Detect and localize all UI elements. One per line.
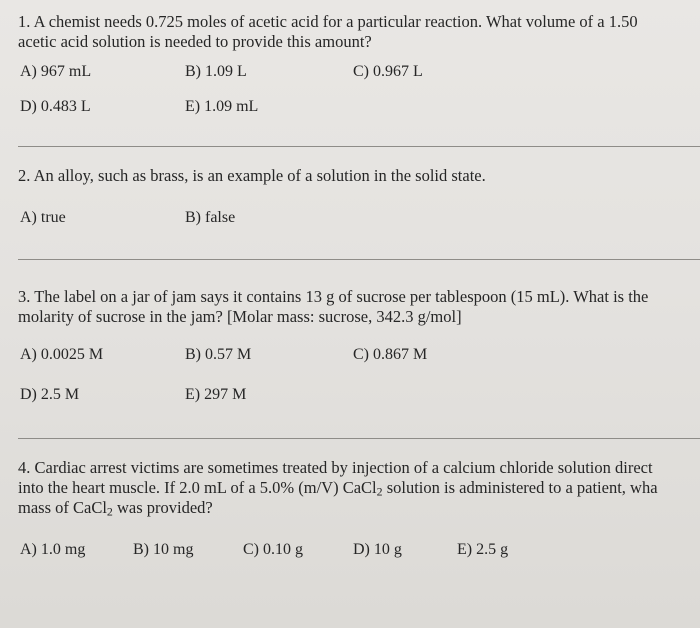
question-1-line-2: acetic acid solution is needed to provide this amount? [18,32,372,51]
question-4-option-d[interactable]: D) 10 g [353,541,402,558]
question-1-stem [18,12,700,52]
question-1-option-d[interactable]: D) 0.483 L [20,98,91,115]
question-4 [18,458,700,518]
divider-1 [18,146,700,147]
question-4-line-2: into the heart muscle. If 2.0 mL of a 5.0% (m/V) CaCl$_2$ solution is administered to a patient, wha [18,478,658,499]
question-4-option-e[interactable]: E) 2.5 g [457,541,509,558]
question-1-option-a[interactable]: A) 967 mL [20,63,92,80]
question-3-line-1: 3. The label on a jar of jam says it contains 13 g of sucrose per tablespoon (15 mL). What is the [18,287,649,306]
divider-2 [18,259,700,260]
question-2-line-1: 2. An alloy, such as brass, is an example of a solution in the solid state. [18,166,486,185]
question-4-line-1: 4. Cardiac arrest victims are sometimes treated by injection of a calcium chloride solution direct [18,458,653,477]
question-2-option-a[interactable]: A) true [20,209,66,226]
question-1-line-1: 1. A chemist needs 0.725 moles of acetic acid for a particular reaction. What volume of a 1.50 [18,12,638,31]
question-4-stem [18,458,700,518]
question-2-stem [18,166,700,186]
question-3-stem [18,287,700,327]
question-3-option-b[interactable]: B) 0.57 M [185,346,252,363]
question-2 [18,166,700,186]
question-4-option-b[interactable]: B) 10 mg [133,541,194,558]
question-3-option-d[interactable]: D) 2.5 M [20,386,80,403]
question-4-option-a[interactable]: A) 1.0 mg [20,541,86,558]
question-4-line-3: mass of CaCl$_2$ was provided? [18,498,213,518]
question-4-option-c[interactable]: C) 0.10 g [243,541,303,558]
question-1-option-b[interactable]: B) 1.09 L [185,63,247,80]
question-2-option-b[interactable]: B) false [185,209,236,226]
question-1 [18,12,700,52]
question-3-option-c[interactable]: C) 0.867 M [353,346,428,363]
question-1-option-e[interactable]: E) 1.09 mL [185,98,259,115]
divider-3 [18,438,700,439]
question-1-option-c[interactable]: C) 0.967 L [353,63,423,80]
question-3-line-2: molarity of sucrose in the jam? [Molar mass: sucrose, 342.3 g/mol] [18,307,462,326]
question-3-option-e[interactable]: E) 297 M [185,386,247,403]
question-3 [18,287,700,327]
question-3-option-a[interactable]: A) 0.0025 M [20,346,104,363]
